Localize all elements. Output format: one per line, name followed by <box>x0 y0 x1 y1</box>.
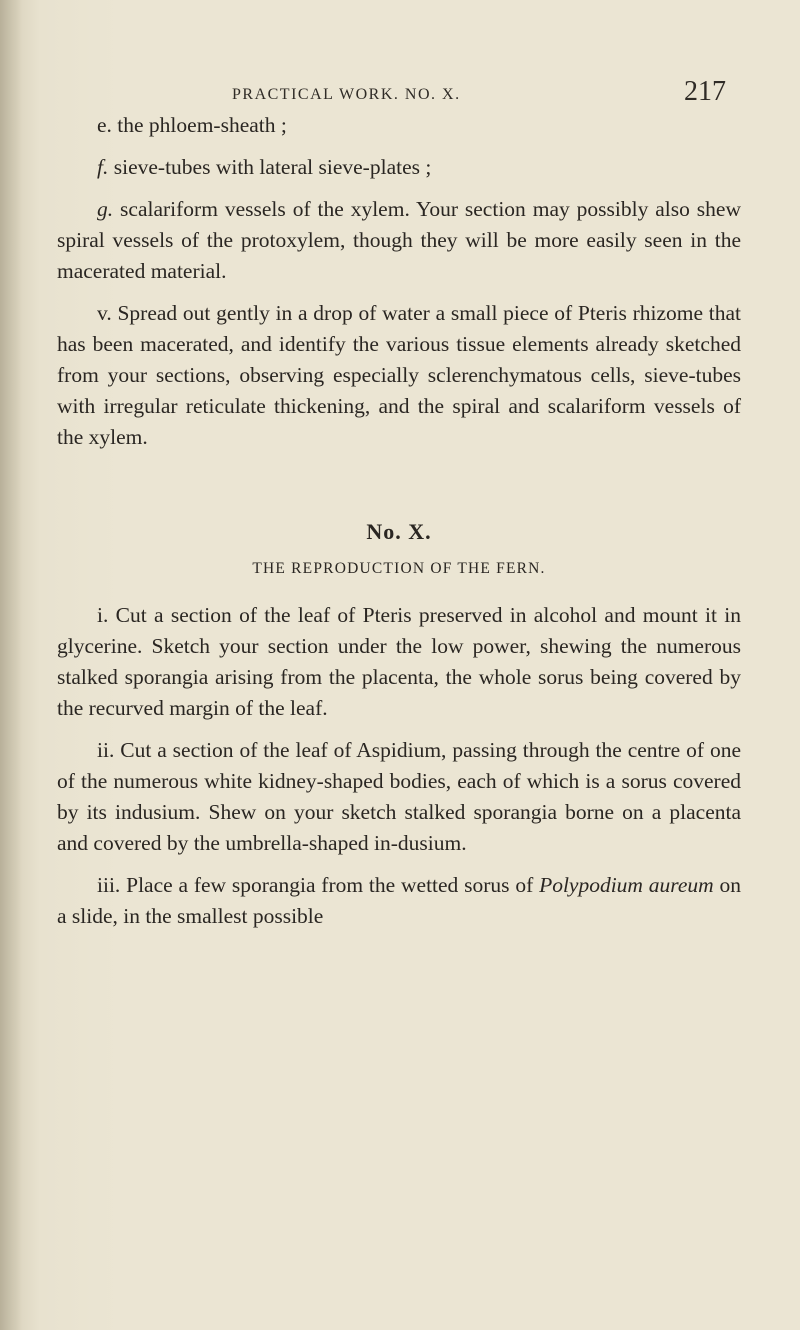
item-iii-end: on a slide, in the smallest possible <box>57 873 741 928</box>
paragraph-g <box>57 194 741 287</box>
text-g: scalariform vessels of the xylem. Your section may possibly also shew spiral vessels of the protoxylem, though they will be more easily seen in the macerated material. <box>57 197 741 283</box>
running-head: PRACTICAL WORK. NO. X. <box>232 86 461 103</box>
item-iii-species: Polypodium aureum <box>539 873 714 897</box>
paragraph-v: v. Spread out gently in a drop of water a small piece of Pteris rhizome that has been macerated, and identify the various tissue elements already sketched from your sections, observing especially sclerenchymatous cells, sieve-tubes with irregular reticulate thickening, and the spiral and scalariform vessels of the xylem. <box>57 301 741 449</box>
page-number: 217 <box>684 76 726 107</box>
page-edge-shadow <box>0 0 22 1330</box>
text-f: sieve-tubes with lateral sieve-plates ; <box>108 155 432 179</box>
item-iii <box>57 870 741 932</box>
body-text <box>57 110 741 943</box>
item-iii-start: iii. Place a few sporangia from the wetted sorus of <box>97 873 540 897</box>
paragraph-e: e. the phloem-sheath ; <box>97 113 287 137</box>
item-ii: ii. Cut a section of the leaf of Aspidium, passing through the centre of one of the numerous white kidney-shaped bodies, each of which is a sorus covered by its indusium. Shew on your sketch stalked sporangia borne on a placenta and covered by the umbrella-shaped in-dusium. <box>57 738 741 855</box>
label-f: f. <box>97 155 109 179</box>
section-number: No. X. <box>366 519 432 544</box>
paragraph-f <box>57 152 741 183</box>
item-i: i. Cut a section of the leaf of Pteris preserved in alcohol and mount it in glycerine. Sketch your section under the low power, shewing the numerous stalked sporangia arising from the placenta, the whole sorus being covered by the recurved margin of the leaf. <box>57 603 741 720</box>
section-title: THE REPRODUCTION OF THE FERN. <box>252 560 546 577</box>
label-g: g. <box>97 197 114 221</box>
